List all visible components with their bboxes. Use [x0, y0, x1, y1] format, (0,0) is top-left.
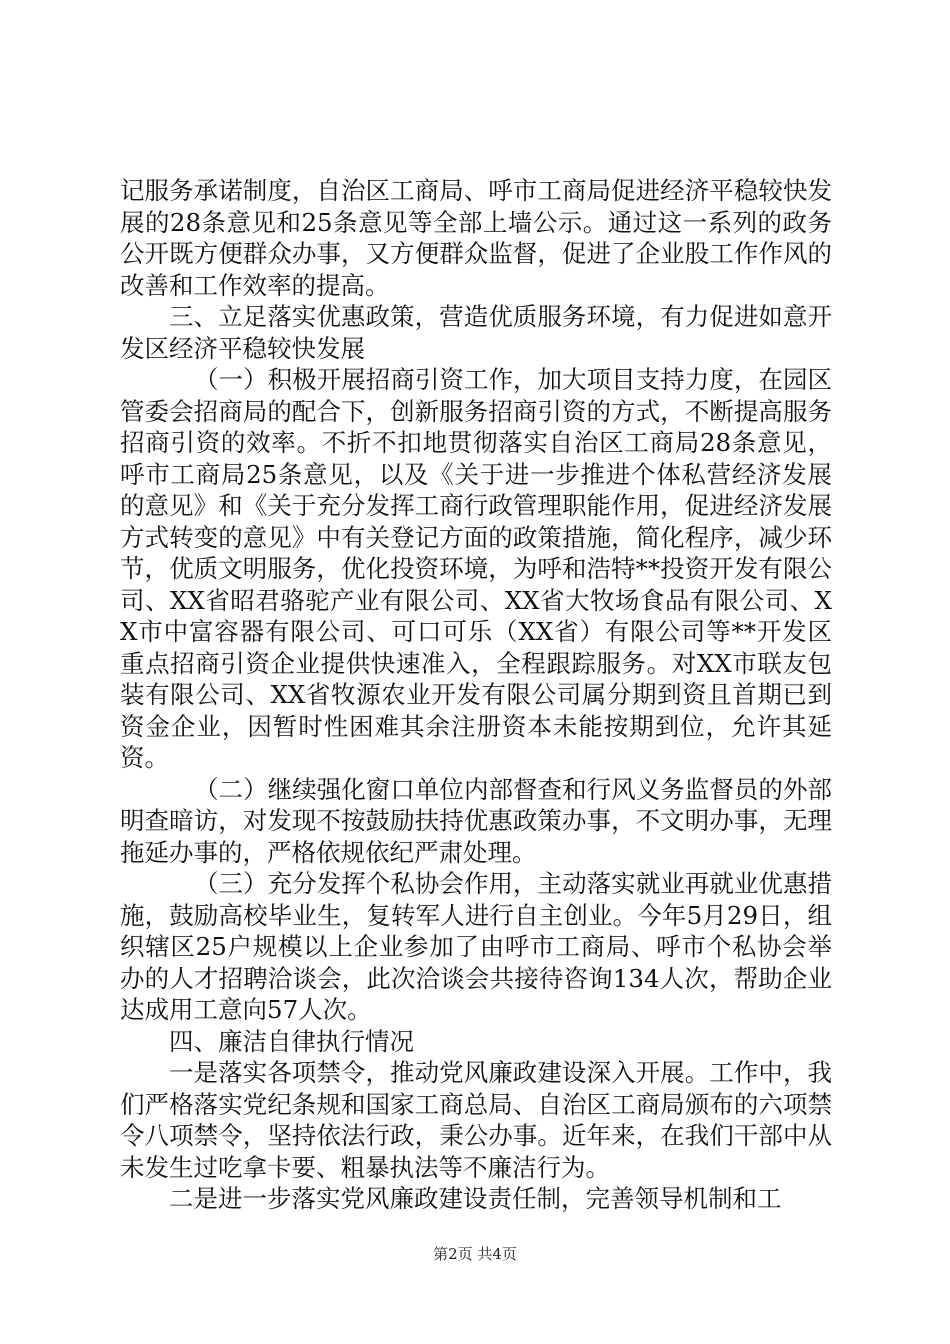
paragraph-item-one: （一）积极开展招商引资工作，加大项目支持力度，在园区管委会招商局的配合下，创新服务招商引资的方式，不断提高服务招商引资的效率。不折不扣地贯彻落实自治区工商局28条意见，呼市工商局25条意见，以及《关于进一步推进个体私营经济发展的意见》和《关于充分发挥工商行政管理职能作用，促进经济发展方式转变的意见》中有关登记方面的政策措施，简化程序，减少环节，优质文明服务，优化投资环境，为呼和浩特**投资开发有限公司、XX省昭君骆驼产业有限公司、XX省大牧场食品有限公司、XX市中富容器有限公司、可口可乐（XX省）有限公司等**开发区重点招商引资企业提供快速准入，全程跟踪服务。对XX市联友包装有限公司、XX省牧源农业开发有限公司属分期到资且首期已到资金企业，因暂时性困难其余注册资本未能按期到位，允许其延资。: [120, 365, 832, 772]
paragraph-item-three: （三）充分发挥个私协会作用，主动落实就业再就业优惠措施，鼓励高校毕业生，复转军人进行自主创业。今年5月29日，组织辖区25户规模以上企业参加了由呼市工商局、呼市个私协会举办的人才招聘洽谈会，此次洽谈会共接待咨询134人次，帮助企业达成用工意向57人次。: [120, 869, 832, 1024]
document-body: [120, 175, 832, 1215]
section-heading-four: 四、廉洁自律执行情况: [169, 1026, 414, 1056]
section-heading-three: 三、立足落实优惠政策，营造优质服务环境，有力促进如意开发区经济平稳较快发展: [120, 302, 832, 363]
paragraph-continuation: 记服务承诺制度，自治区工商局、呼市工商局促进经济平稳较快发展的28条意见和25条意见等全部上墙公示。通过这一系列的政务公开既方便群众办事，又方便群众监督，促进了企业股工作作风的改善和工作效率的提高。: [120, 176, 832, 300]
page-footer: [0, 1244, 950, 1264]
paragraph-point-two: 二是进一步落实党风廉政建设责任制，完善领导机制和工: [169, 1184, 782, 1213]
paragraph-item-two: （二）继续强化窗口单位内部督查和行风义务监督员的外部明查暗访，对发现不按鼓励扶持优惠政策办事，不文明办事，无理拖延办事的，严格依规依纪严肃处理。: [120, 774, 832, 867]
paragraph-point-one: 一是落实各项禁令，推动党风廉政建设深入开展。工作中，我们严格落实党纪条规和国家工商总局、自治区工商局颁布的六项禁令八项禁令，坚持依法行政，秉公办事。近年来，在我们干部中从未发生过吃拿卡要、粗暴执法等不廉洁行为。: [120, 1058, 832, 1182]
page-number-label: 第2页 共4页: [433, 1245, 517, 1263]
